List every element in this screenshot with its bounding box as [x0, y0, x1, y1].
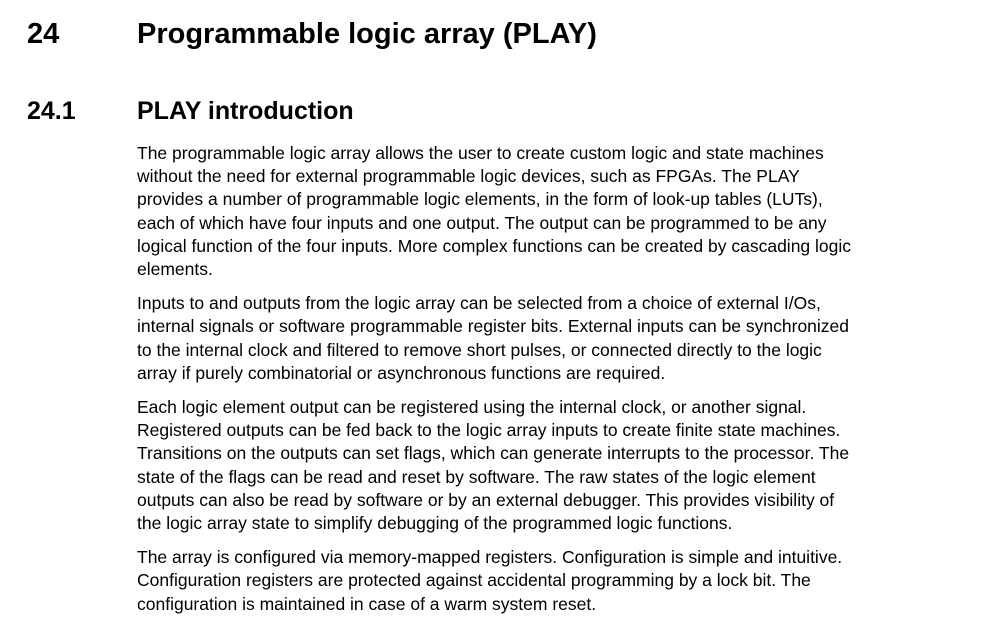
- section-number: 24: [27, 18, 60, 50]
- paragraph-2: Inputs to and outputs from the logic array can be selected from a choice of external I/Os, internal signals or software programmable register bits. External inputs can be synchronized to the internal clock and filtered to remove short pulses, or connected directly to the logic array if purely combinatorial or asynchronous functions are required.: [137, 293, 850, 383]
- paragraph-4: The array is configured via memory-mapped registers. Configuration is simple and intuitive. Configuration registers are protected against accidental programming by a lock bit. The configuration is maintained in case of a warm system reset.: [137, 547, 843, 614]
- section-title: Programmable logic array (PLAY): [137, 18, 597, 50]
- paragraph-3: Each logic element output can be registered using the internal clock, or another signal. Registered outputs can be fed back to the logic array inputs to create finite state machines. Transitions on the outputs can set flags, which can generate interrupts to the processor. The state of the flags can be read and reset by software. The raw states of the logic element outputs can also be read by software or by an external debugger. This provides visibility of the logic array state to simplify debugging of the programmed logic functions.: [137, 397, 850, 534]
- subsection-number: 24.1: [27, 97, 76, 125]
- subsection-title: PLAY introduction: [137, 97, 354, 125]
- paragraph-1: The programmable logic array allows the user to create custom logic and state machines without the need for external programmable logic devices, such as FPGAs. The PLAY provides a number of programmable logic elements, in the form of look-up tables (LUTs), each of which have four inputs and one output. The output can be programmed to be any logical function of the four inputs. More complex functions can be created by cascading logic elements.: [137, 143, 852, 280]
- section-body: [137, 142, 927, 627]
